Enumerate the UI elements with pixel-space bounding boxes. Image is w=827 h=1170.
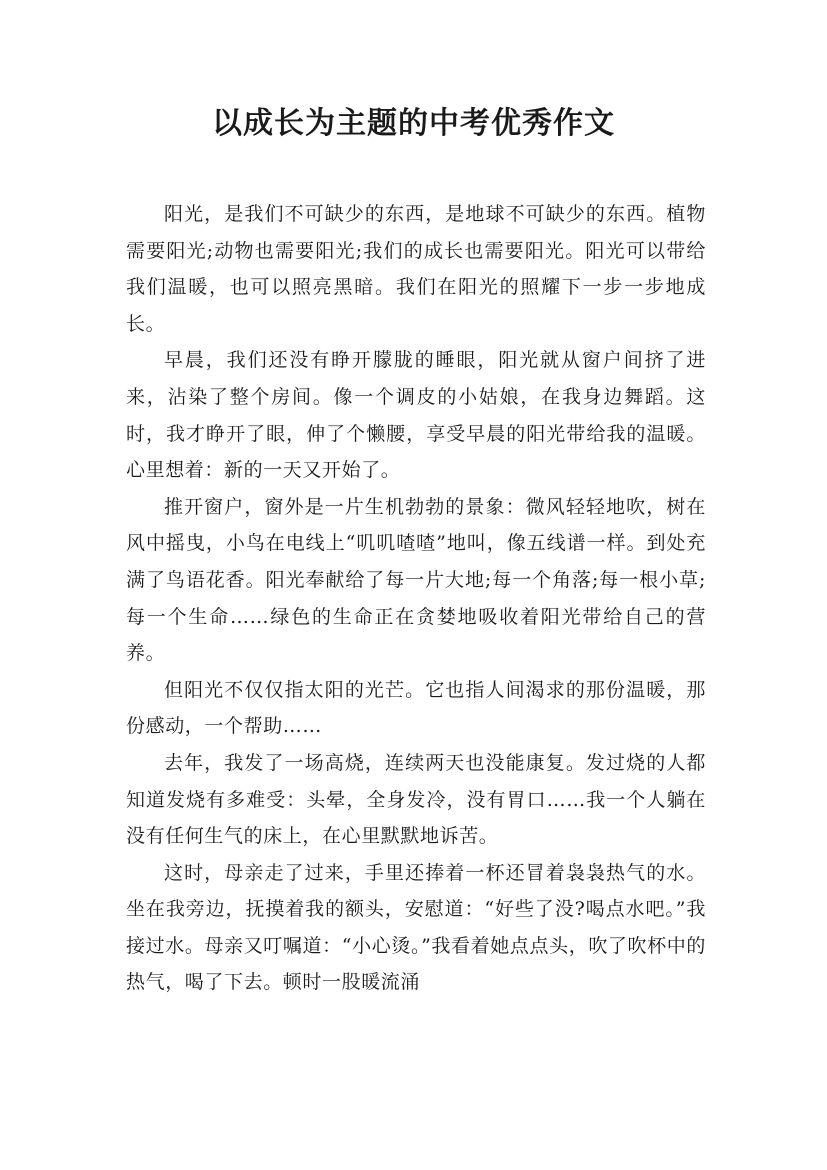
page-title: 以成长为主题的中考优秀作文 <box>212 106 615 141</box>
paragraph-1: 阳光，是我们不可缺少的东西，是地球不可缺少的东西。植物需要阳光;动物也需要阳光;我们的成长也需要阳光。阳光可以带给我们温暖，也可以照亮黑暗。我们在阳光的照耀下一步一步地成长。 <box>126 203 706 335</box>
paragraph-4: 但阳光不仅仅指太阳的光芒。它也指人间渴求的那份温暖，那份感动，一个帮助…… <box>126 678 706 738</box>
paragraph-6: 这时，母亲走了过来，手里还捧着一杯还冒着袅袅热气的水。坐在我旁边，抚摸着我的额头，安慰道：“好些了没?喝点水吧。”我接过水。母亲又叮嘱道：“小心烫。”我看着她点点头，吹了吹杯中的热气，喝了下去。顿时一股暖流涌 <box>126 861 706 994</box>
paragraph-5: 去年，我发了一场高烧，连续两天也没能康复。发过烧的人都知道发烧有多难受：头晕，全身发冷，没有胃口……我一个人躺在没有任何生气的床上，在心里默默地诉苦。 <box>126 751 706 848</box>
article-body <box>126 196 706 1001</box>
paragraph-3: 推开窗户，窗外是一片生机勃勃的景象：微风轻轻地吹，树在风中摇曳，小鸟在电线上“叽叽喳喳”地叫，像五线谱一样。到处充满了鸟语花香。阳光奉献给了每一片大地;每一个角落;每一根小草;每一个生命……绿色的生命正在贪婪地吸收着阳光带给自己的营养。 <box>126 495 706 665</box>
paragraph-2: 早晨，我们还没有睁开朦胧的睡眼，阳光就从窗户间挤了进来，沾染了整个房间。像一个调皮的小姑娘，在我身边舞蹈。这时，我才睁开了眼，伸了个懒腰，享受早晨的阳光带给我的温暖。心里想着：新的一天又开始了。 <box>126 349 706 482</box>
